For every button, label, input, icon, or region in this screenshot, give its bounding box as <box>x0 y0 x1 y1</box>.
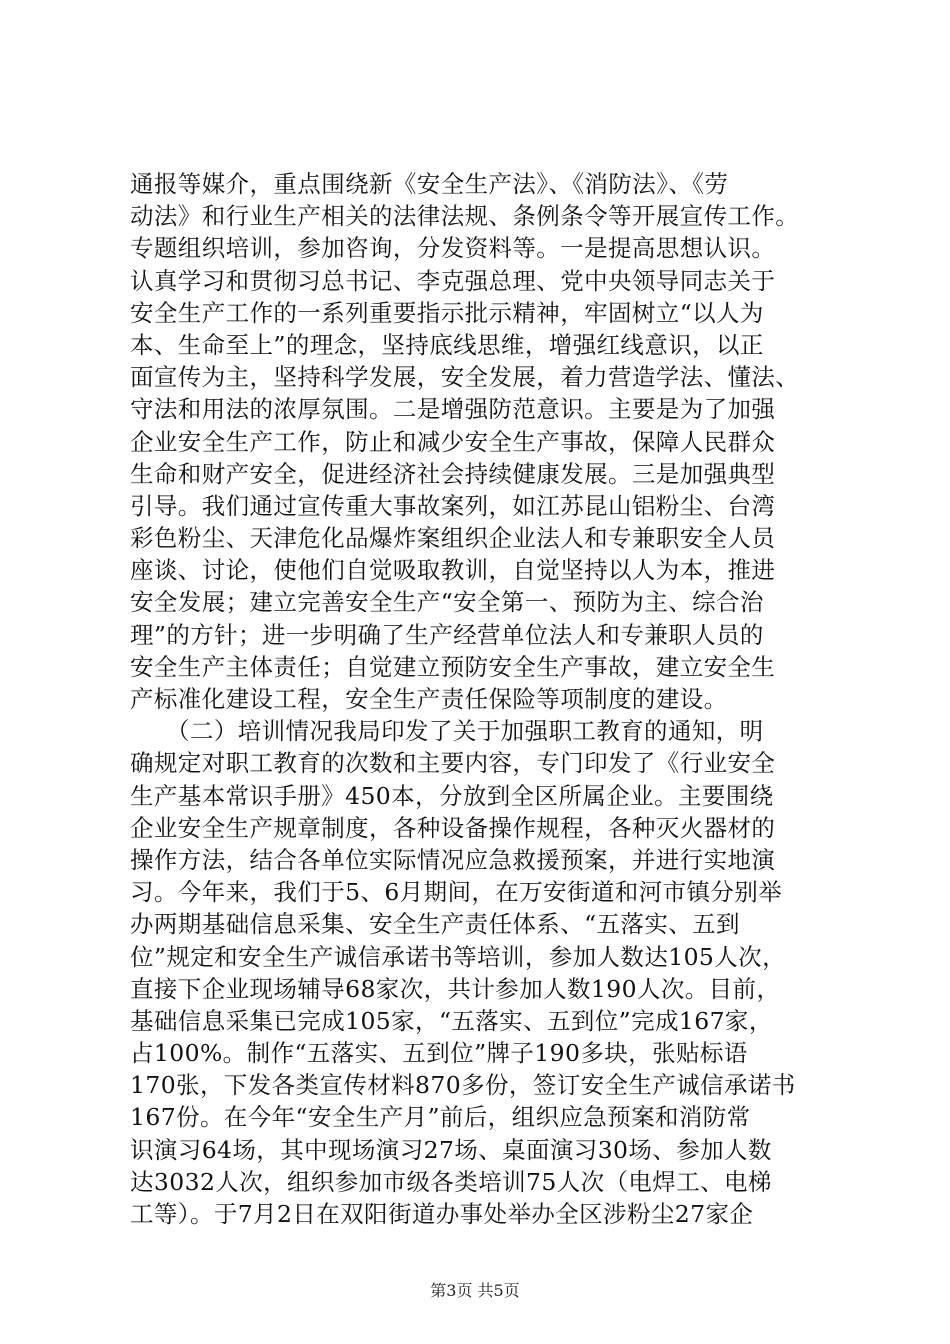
text-line: 企业安全生产工作，防止和减少安全生产事故，保障人民群众 <box>130 427 776 456</box>
text-line: 引导。我们通过宣传重大事故案列，如江苏昆山铝粉尘、台湾 <box>130 491 776 520</box>
text-line: 位”规定和安全生产诚信承诺书等培训，参加人数达105人次， <box>130 942 786 971</box>
text-line: 直接下企业现场辅导68家次，共计参加人数190人次。目前， <box>130 974 781 1003</box>
text-line: 认真学习和贯彻习总书记、李克强总理、党中央领导同志关于 <box>130 266 776 295</box>
text-line: 面宣传为主，坚持科学发展，安全发展，着力营造学法、懂法、 <box>130 363 800 392</box>
text-line: 办两期基础信息采集、安全生产责任体系、“五落实、五到 <box>130 910 740 939</box>
text-line: 企业安全生产规章制度，各种设备操作规程，各种灭火器材的 <box>130 813 776 842</box>
text-line: 安全生产主体责任；自觉建立预防安全生产事故，建立安全生 <box>130 652 776 681</box>
text-line: 守法和用法的浓厚氛围。二是增强防范意识。主要是为了加强 <box>130 395 776 424</box>
text-line: 产标准化建设工程，安全生产责任保险等项制度的建设。 <box>130 685 728 713</box>
text-line: 工等）。于7月2日在双阳街道办事处举办全区涉粉尘27家企 <box>130 1200 754 1228</box>
text-line: 基础信息采集已完成105家，“五落实、五到位”完成167家， <box>130 1006 773 1035</box>
body-text <box>130 168 830 1230</box>
text-line: 安全生产工作的一系列重要指示批示精神，牢固树立“以人为 <box>130 298 764 327</box>
text-line: 理”的方针；进一步明确了生产经营单位法人和专兼职人员的 <box>130 620 764 649</box>
text-line: 170张，下发各类宣传材料870多份，签订安全生产诚信承诺书 <box>130 1071 796 1100</box>
text-line: 生命和财产安全，促进经济社会持续健康发展。三是加强典型 <box>130 459 776 488</box>
text-line: 安全发展；建立完善安全生产“安全第一、预防为主、综合治 <box>130 588 764 617</box>
text-line: 本、生命至上”的理念，坚持底线思维，增强红线意识，以正 <box>130 330 764 359</box>
text-line: 操作方法，结合各单位实际情况应急救援预案，并进行实地演 <box>130 845 776 874</box>
text-line: 占100%。制作“五落实、五到位”牌子190多块，张贴标语 <box>130 1039 748 1068</box>
text-line: 达3032人次，组织参加市级各类培训75人次（电焊工、电梯 <box>130 1167 772 1196</box>
text-line: 彩色粉尘、天津危化品爆炸案组织企业法人和专兼职安全人员 <box>130 524 776 553</box>
page-number-footer: 第3页 共5页 <box>430 1281 520 1300</box>
text-line: （二）培训情况我局印发了关于加强职工教育的通知，明 <box>130 717 764 746</box>
text-line: 通报等媒介，重点围绕新《安全生产法》、《消防法》、《劳 <box>130 170 729 198</box>
text-line: 生产基本常识手册》450本，分放到全区所属企业。主要围绕 <box>130 781 774 810</box>
text-line: 座谈、讨论，使他们自觉吸取教训，自觉坚持以人为本，推进 <box>130 556 776 585</box>
text-line: 167份。在今年“安全生产月”前后，组织应急预案和消防常 <box>130 1103 751 1132</box>
text-line: 动法》和行业生产相关的法律法规、条例条令等开展宣传工作。 <box>130 202 800 231</box>
text-line: 识演习64场，其中现场演习27场、桌面演习30场、参加人数 <box>130 1135 772 1164</box>
text-line: 专题组织培训，参加咨询，分发资料等。一是提高思想认识。 <box>130 234 776 263</box>
text-line: 确规定对职工教育的次数和主要内容，专门印发了《行业安全 <box>130 749 776 778</box>
text-line: 习。今年来，我们于5、6月期间，在万安街道和河市镇分别举 <box>130 878 783 907</box>
